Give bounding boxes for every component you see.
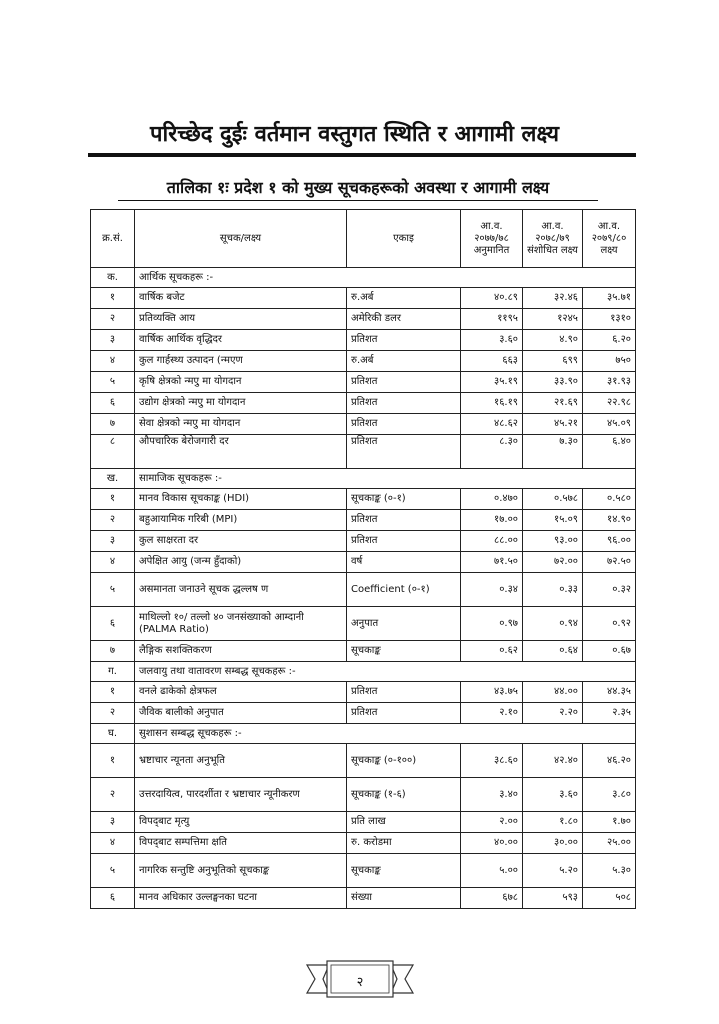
row-value-2078-79: ०.३३ <box>523 573 583 607</box>
row-value-2078-79: ३३.९० <box>523 372 583 393</box>
row-indicator: भ्रष्टाचार न्यूनता अनुभूति <box>135 744 347 778</box>
row-sn: ६ <box>91 393 135 414</box>
row-sn: २ <box>91 510 135 531</box>
chapter-title: परिच्छेद दुईः वर्तमान वस्तुगत स्थिति र आगामी लक्ष्य <box>150 121 560 147</box>
row-unit: प्रतिशत <box>347 682 461 703</box>
row-value-2078-79: ३२.४६ <box>523 288 583 309</box>
row-value-2077-78: ०.९७ <box>461 607 523 641</box>
row-sn: ३ <box>91 330 135 351</box>
page-number: २ <box>356 975 364 990</box>
indicator-table <box>90 209 636 909</box>
table-row <box>91 703 636 724</box>
row-indicator: उत्तरदायित्व, पारदर्शीता र भ्रष्टाचार न्यूनीकरण <box>135 778 347 812</box>
row-sn: २ <box>91 703 135 724</box>
row-indicator: कृषि क्षेत्रको न्मएु मा योगदान <box>135 372 347 393</box>
row-value-2079-80: ६.२० <box>583 330 636 351</box>
row-unit: Coefficient (०-१) <box>347 573 461 607</box>
table-row <box>91 531 636 552</box>
row-unit: सूचकाङ्क <box>347 641 461 662</box>
table-row <box>91 778 636 812</box>
row-value-2079-80: २५.०० <box>583 833 636 854</box>
header-fy-2078-79-line: संशोधित लक्ष्य <box>527 244 578 256</box>
row-value-2079-80: ३५.७१ <box>583 288 636 309</box>
table-header-row <box>91 210 636 268</box>
row-indicator: अपेक्षित आयु (जन्म हुँदाको) <box>135 552 347 573</box>
row-value-2078-79: ५.२० <box>523 854 583 888</box>
table-row <box>91 435 636 469</box>
row-value-2077-78: ४८.६२ <box>461 414 523 435</box>
section-title: आर्थिक सूचकहरू :- <box>135 268 636 288</box>
row-value-2077-78: ११९५ <box>461 309 523 330</box>
row-value-2078-79: ५९३ <box>523 888 583 909</box>
row-value-2079-80: ७२.५० <box>583 552 636 573</box>
row-indicator: असमानता जनाउने सूचक द्धल्लष ण <box>135 573 347 607</box>
header-indicator: सूचक/लक्ष्य <box>135 210 347 268</box>
section-code: ख. <box>91 469 135 489</box>
row-sn: ७ <box>91 641 135 662</box>
row-value-2077-78: ५.०० <box>461 854 523 888</box>
section-row <box>91 469 636 489</box>
chapter-rule <box>88 153 636 157</box>
row-value-2079-80: ०.५८० <box>583 489 636 510</box>
row-value-2079-80: ३.८० <box>583 778 636 812</box>
header-fy-2078-79 <box>523 210 583 268</box>
table-title-underline <box>118 200 598 201</box>
row-value-2077-78: ४३.७५ <box>461 682 523 703</box>
row-unit: रु. करोडमा <box>347 833 461 854</box>
row-sn: ६ <box>91 888 135 909</box>
row-value-2078-79: ४४.०० <box>523 682 583 703</box>
row-sn: ४ <box>91 833 135 854</box>
table-row <box>91 888 636 909</box>
row-sn: ५ <box>91 854 135 888</box>
table-row <box>91 393 636 414</box>
row-unit: रु.अर्ब <box>347 351 461 372</box>
section-row <box>91 268 636 288</box>
table-row <box>91 330 636 351</box>
row-sn: ७ <box>91 414 135 435</box>
row-sn: २ <box>91 778 135 812</box>
row-value-2078-79: १२४५ <box>523 309 583 330</box>
table-row <box>91 573 636 607</box>
row-indicator: सेवा क्षेत्रको न्मएु मा योगदान <box>135 414 347 435</box>
row-indicator: उद्योग क्षेत्रको न्मएु मा योगदान <box>135 393 347 414</box>
row-value-2077-78: ७१.५० <box>461 552 523 573</box>
row-value-2077-78: ०.६२ <box>461 641 523 662</box>
row-value-2078-79: ७.३० <box>523 435 583 469</box>
row-indicator: मानव अधिकार उल्लङ्घनका घटना <box>135 888 347 909</box>
row-value-2079-80: ०.९२ <box>583 607 636 641</box>
row-unit: प्रतिशत <box>347 435 461 469</box>
table-row <box>91 351 636 372</box>
row-unit: अमेरिकी डलर <box>347 309 461 330</box>
table-row <box>91 854 636 888</box>
row-value-2078-79: ४५.२१ <box>523 414 583 435</box>
row-sn: ५ <box>91 372 135 393</box>
row-value-2077-78: १७.०० <box>461 510 523 531</box>
row-value-2077-78: ०.४७० <box>461 489 523 510</box>
row-value-2077-78: ४०.८९ <box>461 288 523 309</box>
row-value-2077-78: ६६३ <box>461 351 523 372</box>
row-value-2079-80: २२.९८ <box>583 393 636 414</box>
row-value-2077-78: ८८.०० <box>461 531 523 552</box>
row-sn: ८ <box>91 435 135 469</box>
row-value-2079-80: ४६.२० <box>583 744 636 778</box>
row-value-2077-78: ३५.१९ <box>461 372 523 393</box>
header-fy-2077-78-line: २०७७/७८ <box>474 232 509 244</box>
row-value-2079-80: २.३५ <box>583 703 636 724</box>
row-value-2078-79: १.८० <box>523 812 583 833</box>
row-value-2079-80: ०.३२ <box>583 573 636 607</box>
section-title: सुशासन सम्बद्ध सूचकहरू :- <box>135 724 636 744</box>
header-fy-2078-79-line: २०७८/७९ <box>535 232 570 244</box>
section-row <box>91 724 636 744</box>
row-indicator: जैविक बालीको अनुपात <box>135 703 347 724</box>
row-value-2078-79: १५.०९ <box>523 510 583 531</box>
row-value-2079-80: ४४.३५ <box>583 682 636 703</box>
row-sn: १ <box>91 744 135 778</box>
table-row <box>91 510 636 531</box>
table-row <box>91 288 636 309</box>
row-value-2079-80: १४.९० <box>583 510 636 531</box>
table-row <box>91 372 636 393</box>
table-row <box>91 607 636 641</box>
table-body <box>91 268 636 909</box>
row-sn: ६ <box>91 607 135 641</box>
table-row <box>91 641 636 662</box>
row-value-2079-80: ९६.०० <box>583 531 636 552</box>
row-indicator: वार्षिक आर्थिक वृद्धिदर <box>135 330 347 351</box>
table-row <box>91 489 636 510</box>
section-code: घ. <box>91 724 135 744</box>
row-value-2078-79: ०.५७८ <box>523 489 583 510</box>
row-value-2077-78: ८.३० <box>461 435 523 469</box>
row-unit: रु.अर्ब <box>347 288 461 309</box>
row-sn: ३ <box>91 531 135 552</box>
row-sn: ५ <box>91 573 135 607</box>
row-value-2078-79: ४.९० <box>523 330 583 351</box>
row-indicator: विपद्‌बाट मृत्यु <box>135 812 347 833</box>
row-sn: १ <box>91 682 135 703</box>
row-value-2079-80: ३१.९३ <box>583 372 636 393</box>
row-unit: सूचकाङ्क <box>347 854 461 888</box>
row-unit: प्रतिशत <box>347 330 461 351</box>
header-fy-2079-80-line: लक्ष्य <box>600 244 618 256</box>
header-fy-2079-80 <box>583 210 636 268</box>
table-row <box>91 744 636 778</box>
header-unit: एकाइ <box>347 210 461 268</box>
row-sn: १ <box>91 489 135 510</box>
row-indicator: मानव विकास सूचकाङ्क (HDI) <box>135 489 347 510</box>
row-sn: २ <box>91 309 135 330</box>
row-value-2079-80: ६.४० <box>583 435 636 469</box>
row-unit: अनुपात <box>347 607 461 641</box>
row-indicator: वनले ढाकेको क्षेत्रफल <box>135 682 347 703</box>
row-value-2077-78: ४०.०० <box>461 833 523 854</box>
header-fy-2077-78-line: अनुमानित <box>473 244 510 256</box>
row-value-2077-78: २.१० <box>461 703 523 724</box>
row-unit: प्रतिशत <box>347 414 461 435</box>
header-fy-2077-78 <box>461 210 523 268</box>
row-value-2078-79: ३०.०० <box>523 833 583 854</box>
row-sn: ४ <box>91 552 135 573</box>
row-value-2078-79: ७२.०० <box>523 552 583 573</box>
row-unit: संख्या <box>347 888 461 909</box>
table-row <box>91 414 636 435</box>
table-title: तालिका १ः प्रदेश १ को मुख्य सूचकहरूको अवस्था र आगामी लक्ष्य <box>166 178 550 197</box>
row-sn: १ <box>91 288 135 309</box>
table-row <box>91 833 636 854</box>
row-value-2077-78: १६.१९ <box>461 393 523 414</box>
row-value-2078-79: २१.६९ <box>523 393 583 414</box>
section-title: सामाजिक सूचकहरू :- <box>135 469 636 489</box>
row-value-2079-80: १३१० <box>583 309 636 330</box>
row-indicator: बहुआयामिक गरिबी (MPI) <box>135 510 347 531</box>
row-indicator: विपद्‌बाट सम्पत्तिमा क्षति <box>135 833 347 854</box>
row-indicator: प्रतिव्यक्ति आय <box>135 309 347 330</box>
row-value-2077-78: ३८.६० <box>461 744 523 778</box>
row-unit: प्रतिशत <box>347 393 461 414</box>
header-fy-2077-78-line: आ.व. <box>480 220 503 232</box>
row-value-2078-79: ४२.४० <box>523 744 583 778</box>
row-value-2077-78: ६७८ <box>461 888 523 909</box>
row-value-2078-79: २.२० <box>523 703 583 724</box>
row-unit: सूचकाङ्क (०-१००) <box>347 744 461 778</box>
table-row <box>91 812 636 833</box>
section-row <box>91 662 636 682</box>
row-value-2077-78: २.०० <box>461 812 523 833</box>
row-unit: प्रतिशत <box>347 372 461 393</box>
table-row <box>91 309 636 330</box>
row-indicator: लैङ्गिक सशक्तिकरण <box>135 641 347 662</box>
row-value-2079-80: ७५० <box>583 351 636 372</box>
row-indicator: कुल गार्हस्थ्य उत्पादन (न्मएण <box>135 351 347 372</box>
row-indicator: माथिल्लो १०/ तल्लो ४० जनसंख्याको आम्दानी (PALMA Ratio) <box>135 607 347 641</box>
row-unit: प्रति लाख <box>347 812 461 833</box>
row-value-2078-79: ९३.०० <box>523 531 583 552</box>
row-value-2079-80: ०.६७ <box>583 641 636 662</box>
row-unit: सूचकाङ्क (१-६) <box>347 778 461 812</box>
row-indicator: औपचारिक बेरोजगारी दर <box>135 435 347 469</box>
section-title: जलवायु तथा वातावरण सम्बद्ध सूचकहरू :- <box>135 662 636 682</box>
row-value-2077-78: ३.४० <box>461 778 523 812</box>
row-sn: ३ <box>91 812 135 833</box>
row-value-2079-80: ५.३० <box>583 854 636 888</box>
header-fy-2079-80-line: आ.व. <box>597 220 621 232</box>
row-indicator: वार्षिक बजेट <box>135 288 347 309</box>
row-value-2078-79: ३.६० <box>523 778 583 812</box>
row-indicator: कुल साक्षरता दर <box>135 531 347 552</box>
table-row <box>91 552 636 573</box>
row-value-2079-80: ५०८ <box>583 888 636 909</box>
row-unit: वर्ष <box>347 552 461 573</box>
header-sn: क्र.सं. <box>91 210 135 268</box>
row-unit: सूचकाङ्क (०-१) <box>347 489 461 510</box>
row-value-2078-79: ६९९ <box>523 351 583 372</box>
header-fy-2078-79-line: आ.व. <box>541 220 564 232</box>
row-unit: प्रतिशत <box>347 703 461 724</box>
row-value-2077-78: ०.३४ <box>461 573 523 607</box>
header-fy-2079-80-line: २०७९/८० <box>591 232 627 244</box>
section-code: ग. <box>91 662 135 682</box>
row-unit: प्रतिशत <box>347 531 461 552</box>
section-code: क. <box>91 268 135 288</box>
row-value-2078-79: ०.९४ <box>523 607 583 641</box>
row-value-2078-79: ०.६४ <box>523 641 583 662</box>
row-value-2077-78: ३.६० <box>461 330 523 351</box>
row-sn: ४ <box>91 351 135 372</box>
table-row <box>91 682 636 703</box>
row-unit: प्रतिशत <box>347 510 461 531</box>
row-indicator: नागरिक सन्तुष्टि अनुभूतिको सूचकाङ्क <box>135 854 347 888</box>
row-value-2079-80: १.७० <box>583 812 636 833</box>
row-value-2079-80: ४५.०९ <box>583 414 636 435</box>
